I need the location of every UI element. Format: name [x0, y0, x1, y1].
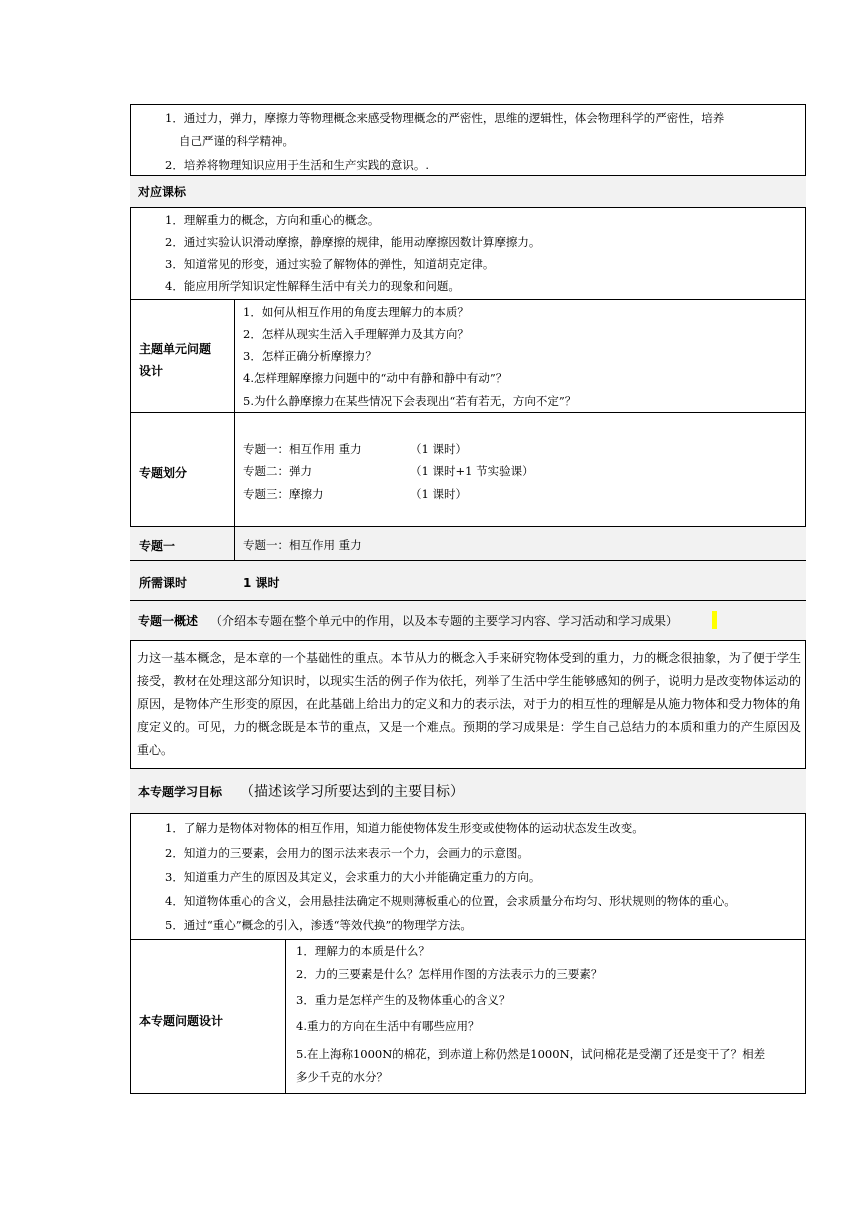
curriculum-header: 对应课标: [138, 185, 187, 199]
topic-division-name-1: 专题一：相互作用 重力: [243, 442, 362, 456]
goal-item-1: 1．了解力是物体对物体的相互作用，知道力能使物体发生形变或使物体的运动状态发生改变。: [165, 821, 644, 835]
topic-one-row: [130, 526, 806, 560]
overview-header-row: [130, 600, 806, 640]
unit-question-2: 2．怎样从现实生活入手理解弹力及其方向？: [243, 327, 469, 341]
topic-division-name-2: 专题二：弹力: [243, 464, 312, 478]
topic-one-value: 专题一：相互作用 重力: [243, 538, 362, 552]
attitude-item-1: 1．通过力，弹力，摩擦力等物理概念来感受物理概念的严密性，思维的逻辑性，体会物理科学的严密性，培养: [165, 111, 725, 125]
curriculum-item-3: 3．知道常见的形变，通过实验了解物体的弹性，知道胡克定律。: [165, 257, 495, 271]
topic-question-5-cont: 多少千克的水分？: [296, 1070, 388, 1084]
overview-header: 专题一概述: [138, 614, 199, 628]
topic-question-1: 1．理解力的本质是什么？: [296, 944, 430, 958]
hours-value: 1 课时: [243, 576, 280, 590]
topic-division-label: 专题划分: [139, 466, 188, 480]
topic-question-3: 3．重力是怎样产生的及物体重心的含义？: [296, 993, 511, 1007]
goals-note: （描述该学习所要达到的主要目标）: [240, 784, 465, 800]
goal-item-4: 4．知道物体重心的含义，会用悬挂法确定不规则薄板重心的位置，会求质量分布均匀、形状规则的物体的重心。: [165, 894, 736, 908]
unit-questions-label-1: 主题单元问题: [139, 342, 212, 356]
overview-text: 力这一基本概念，是本章的一个基础性的重点。本节从力的概念入手来研究物体受到的重力，力的概念很抽象，为了便于学生接受，教材在处理这部分知识时，以现实生活的例子作为依托，列举了生活中学生能够感知的例子，说明力是改变物体运动的原因，是物体产生形变的原因，在此基础上给出力的定义和力的表示法，对于力的相互性的理解是从施力物体和受力物体的角度定义的。可见，力的概念既是本节的重点，又是一个难点。预期的学习成果是：学生自己总结力的本质和重力的产生原因及重心。: [137, 651, 801, 757]
unit-questions-label-2: 设计: [139, 364, 164, 378]
curriculum-header-row: [130, 175, 806, 207]
unit-question-5: 5.为什么静摩擦力在某些情况下会表现出“若有若无，方向不定”？: [243, 394, 577, 408]
topic-questions-row: [130, 939, 806, 1094]
goals-header-row: [130, 768, 806, 813]
goal-item-2: 2．知道力的三要素，会用力的图示法来表示一个力，会画力的示意图。: [165, 846, 529, 860]
topic-division-hours-1: （1 课时）: [410, 442, 467, 456]
topic-question-5: 5.在上海称1000N的棉花，到赤道上称仍然是1000N，试问棉花是受潮了还是变干了？相差: [296, 1047, 766, 1061]
unit-question-3: 3．怎样正确分析摩擦力？: [243, 349, 377, 363]
unit-question-1: 1．如何从相互作用的角度去理解力的本质？: [243, 305, 469, 319]
attitude-item-2: 2．培养将物理知识应用于生活和生产实践的意识。.: [165, 158, 429, 172]
topic-questions-label: 本专题问题设计: [139, 1014, 224, 1028]
goal-item-5: 5．通过“重心”概念的引入，渗透“等效代换”的物理学方法。: [165, 918, 472, 932]
attitude-item-1-cont: 自己严谨的科学精神。: [179, 134, 294, 148]
topic-division-hours-3: （1 课时）: [410, 487, 467, 501]
curriculum-item-2: 2．通过实验认识滑动摩擦，静摩擦的规律，能用动摩擦因数计算摩擦力。: [165, 235, 541, 249]
topic-division-name-3: 专题三：摩擦力: [243, 487, 324, 501]
topic-division-hours-2: （1 课时+1 节实验课）: [410, 464, 534, 478]
unit-question-4: 4.怎样理解摩擦力问题中的“动中有静和静中有动”？: [243, 371, 508, 385]
curriculum-item-1: 1．理解重力的概念，方向和重心的概念。: [165, 213, 380, 227]
topic-question-4: 4.重力的方向在生活中有哪些应用？: [296, 1019, 480, 1033]
overview-note: （介绍本专题在整个单元中的作用，以及本专题的主要学习内容、学习活动和学习成果）: [210, 614, 679, 628]
topic-one-label: 专题一: [139, 539, 176, 553]
topic-question-2: 2．力的三要素是什么？怎样用作图的方法表示力的三要素？: [296, 967, 603, 981]
highlight-marker: [712, 611, 717, 629]
goals-header: 本专题学习目标: [138, 784, 223, 799]
goal-item-3: 3．知道重力产生的原因及其定义，会求重力的大小并能确定重力的方向。: [165, 870, 541, 884]
hours-label: 所需课时: [139, 576, 188, 590]
hours-row: [130, 560, 806, 600]
curriculum-item-4: 4．能应用所学知识定性解释生活中有关力的现象和问题。: [165, 279, 460, 293]
